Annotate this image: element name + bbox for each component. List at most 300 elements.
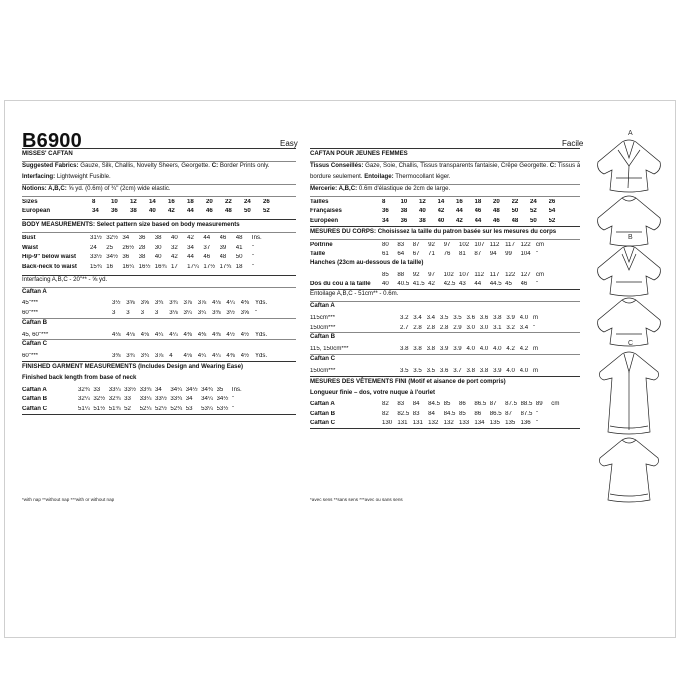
row-value: 102: [458, 241, 470, 248]
row-value: 3.9: [493, 367, 502, 374]
pattern-code: B6900: [22, 130, 82, 152]
row-value: 4.0: [466, 346, 475, 353]
row-value: 3.8: [466, 367, 475, 374]
row-value: 48: [493, 208, 500, 215]
row-value: 31½: [90, 234, 102, 241]
row-value: 3⅜: [212, 309, 221, 316]
row-value: 32: [170, 244, 178, 251]
table-row: [22, 252, 296, 262]
row-value: 2.8: [439, 324, 449, 331]
row-value: 28: [138, 244, 146, 251]
table-row: [22, 385, 296, 395]
row-label: 45, 60"***: [22, 331, 49, 338]
row-value: 53¼: [201, 405, 213, 412]
row-value: 16¼: [122, 263, 135, 270]
row-value: 36: [382, 208, 389, 215]
row-label: European: [22, 208, 51, 215]
row-label: 150cm***: [310, 367, 336, 374]
row-value: 2.9: [453, 324, 462, 331]
table-row: [22, 262, 296, 272]
row-value: 4⅜: [226, 353, 235, 360]
row-value: 83: [397, 401, 405, 408]
row-label: 150cm***: [310, 324, 336, 331]
row-value: 3.4: [426, 314, 436, 321]
row-value: 32½: [93, 396, 106, 403]
row-value: 15¾: [90, 263, 102, 270]
row-value: 38: [138, 254, 146, 261]
row-value: ": [535, 281, 539, 288]
table-row: [310, 280, 580, 290]
row-value: 52¾: [170, 405, 183, 412]
table-row: [22, 395, 296, 405]
row-value: 4½: [226, 331, 235, 338]
row-value: 18: [235, 263, 243, 270]
row-label: Dos du cou à la taille: [310, 281, 371, 288]
row-value: 50: [511, 208, 519, 215]
sketch-letter-a: A: [628, 130, 633, 137]
row-value: 83: [397, 241, 405, 248]
row-value: 3.8: [400, 346, 409, 353]
row-value: 36: [111, 208, 118, 215]
row-value: 3⅝: [140, 300, 150, 307]
row-value: 52: [124, 405, 131, 412]
row-value: Yds.: [254, 353, 268, 360]
row-value: 134: [474, 420, 485, 427]
row-value: 34: [92, 208, 99, 215]
row-value: 34¼: [170, 386, 183, 393]
row-value: 131: [412, 420, 423, 427]
row-value: 38: [130, 208, 137, 215]
row-label: Taille: [310, 251, 326, 258]
row-value: 3½: [226, 309, 235, 316]
fr-fabrics: Tissus Conseillés: Gaze, Soie, Challis, Tissus transparents fantaisie, Crêpe Georgette. C: Tissus à: [310, 162, 580, 169]
fr-hips-row: [310, 270, 580, 289]
row-value: 3.0: [466, 324, 475, 331]
row-value: 2.8: [426, 324, 436, 331]
row-value: 26: [548, 198, 556, 205]
caftan-c-front-icon: [600, 352, 659, 434]
row-label: Caftan C: [310, 420, 336, 427]
table-row: [310, 323, 580, 333]
row-value: 32¾: [78, 386, 90, 393]
fr-body-table: [310, 240, 580, 259]
row-value: 3.6: [466, 314, 475, 321]
row-value: 3⅞: [183, 300, 192, 307]
table-row: [22, 404, 296, 414]
row-value: 40: [382, 281, 389, 288]
sketch-letter-b: B: [628, 234, 633, 241]
row-value: 33½: [154, 396, 167, 403]
row-value: 20: [493, 198, 500, 205]
row-value: 117: [489, 271, 500, 278]
row-value: 52: [548, 217, 556, 224]
row-value: 33½: [124, 386, 137, 393]
row-label: Back-neck to waist: [22, 263, 77, 270]
row-value: 132: [443, 420, 454, 427]
caftan-a-front-icon: [598, 140, 661, 192]
row-label: Françaises: [310, 208, 342, 215]
row-value: 3.5: [453, 314, 462, 321]
row-value: 40: [419, 208, 426, 215]
row-value: m: [532, 346, 539, 353]
row-value: 40: [154, 254, 162, 261]
row-value: 87: [474, 251, 482, 258]
row-value: 12: [130, 198, 137, 205]
row-value: 3½: [112, 300, 121, 307]
row-value: 33¼: [108, 386, 121, 393]
row-value: 133: [458, 420, 470, 427]
row-value: 44: [187, 208, 194, 215]
row-value: ": [231, 396, 235, 403]
fr-finished-title: MESURES DES VÊTEMENTS FINI (Motif et aisance de port compris): [310, 377, 506, 385]
row-value: 3: [126, 309, 130, 316]
row-value: 3.8: [493, 314, 502, 321]
row-value: 25: [106, 244, 113, 251]
row-value: 4⅛: [126, 331, 135, 338]
row-value: 46: [206, 208, 213, 215]
row-value: 4¼: [226, 300, 235, 307]
row-value: 8: [92, 198, 96, 205]
row-value: 87.5: [520, 410, 533, 417]
row-value: 64: [397, 251, 405, 258]
row-value: Ins.: [251, 234, 262, 241]
row-label: Sizes: [22, 198, 38, 205]
row-value: 3¾: [126, 353, 135, 360]
caftan-group-title: Caftan C: [22, 340, 48, 348]
row-value: 92: [428, 241, 435, 248]
row-value: 122: [520, 241, 531, 248]
row-label: Poitrine: [310, 241, 333, 248]
caftan-group-title: Caftan B: [22, 318, 48, 326]
row-value: 82: [382, 401, 389, 408]
row-value: 3.9: [439, 346, 449, 353]
table-row: [310, 366, 580, 376]
row-value: 3.2: [506, 324, 515, 331]
row-value: 44: [474, 217, 482, 224]
row-value: 86.5: [474, 401, 487, 408]
row-value: 36: [400, 217, 408, 224]
row-value: 4⅛: [140, 331, 150, 338]
row-value: 53½: [216, 405, 229, 412]
row-value: 34: [382, 217, 389, 224]
table-row: [310, 400, 580, 410]
row-value: 52: [263, 208, 270, 215]
row-value: 50: [530, 217, 537, 224]
table-row: [310, 270, 580, 280]
row-value: 4⅛: [112, 331, 121, 338]
row-value: ": [254, 309, 258, 316]
row-value: 3⅛: [169, 309, 178, 316]
row-value: Ins.: [231, 386, 242, 393]
row-value: 112: [474, 271, 485, 278]
caftan-c-back-icon: [600, 438, 659, 502]
row-value: 8: [382, 198, 386, 205]
fr-title: CAFTAN POUR JEUNES FEMMES: [310, 150, 408, 157]
row-value: 34½: [106, 254, 119, 261]
row-value: 4.0: [506, 367, 515, 374]
row-value: 4⅜: [197, 331, 207, 338]
row-value: 82.5: [397, 410, 410, 417]
table-row: [22, 243, 296, 253]
row-label: Caftan A: [310, 401, 335, 408]
row-value: 4⅜: [183, 331, 192, 338]
row-value: 3.5: [413, 367, 422, 374]
row-value: 82: [382, 410, 389, 417]
table-row: [310, 249, 580, 259]
row-value: 3: [112, 309, 116, 316]
row-value: 44.5: [489, 281, 502, 288]
row-value: ": [231, 405, 235, 412]
row-value: cm: [535, 271, 545, 278]
row-value: 34: [187, 244, 194, 251]
row-value: 14: [149, 198, 156, 205]
row-value: 50: [244, 208, 251, 215]
row-value: 130: [382, 420, 393, 427]
en-body-table: [22, 233, 296, 271]
row-value: 99: [505, 251, 512, 258]
table-row: [310, 216, 580, 226]
caftan-group-title: Caftan B: [310, 333, 336, 341]
fr-body-title: MESURES DU CORPS: Choisissez la taille du patron basée sur les mesures du corps: [310, 227, 557, 235]
en-finished-table: [22, 385, 296, 414]
row-value: 42: [437, 208, 445, 215]
row-value: 10: [400, 198, 408, 205]
row-value: 51¼: [78, 405, 90, 412]
row-value: ": [251, 263, 255, 270]
fr-hips-label: Hanches (23cm au-dessous de la taille): [310, 258, 424, 266]
row-value: 34¾: [201, 386, 213, 393]
row-value: 3.9: [506, 314, 515, 321]
row-value: 83: [412, 410, 420, 417]
row-value: 36: [122, 254, 130, 261]
row-value: 17¼: [187, 263, 199, 270]
row-value: 33¼: [139, 396, 152, 403]
row-value: 42: [456, 217, 463, 224]
row-value: 3.8: [426, 346, 436, 353]
row-value: 40: [149, 208, 156, 215]
row-value: 3.5: [439, 314, 449, 321]
row-value: 34½: [216, 396, 229, 403]
row-value: 45: [505, 281, 512, 288]
sketch-letter-c: C: [628, 340, 634, 347]
row-value: 54: [548, 208, 556, 215]
row-label: Hip-9" below waist: [22, 254, 77, 261]
row-value: 48: [235, 234, 243, 241]
row-value: 4½: [240, 353, 250, 360]
row-value: 42.5: [443, 281, 456, 288]
row-value: 46: [219, 234, 227, 241]
table-row: [22, 197, 296, 207]
row-value: 71: [428, 251, 435, 258]
fr-finished-table: [310, 400, 580, 429]
table-row: [22, 207, 296, 217]
row-value: 16: [456, 198, 463, 205]
row-value: 26½: [122, 244, 135, 251]
row-value: 4⅛: [183, 353, 192, 360]
row-value: ": [535, 410, 539, 417]
difficulty-en: Easy: [280, 139, 298, 148]
row-value: 53: [185, 405, 193, 412]
en-footnote: *with nap **without nap ***with or without nap: [22, 497, 115, 502]
row-value: 85: [458, 410, 466, 417]
row-value: 38: [154, 234, 162, 241]
row-value: 3⅝: [240, 309, 250, 316]
row-value: 3⅞: [197, 300, 207, 307]
row-value: 4.0: [519, 367, 529, 374]
row-value: 3.2: [400, 314, 409, 321]
row-value: 4½: [240, 331, 250, 338]
table-row: [22, 330, 296, 340]
row-value: 14: [437, 198, 445, 205]
row-value: 107: [458, 271, 470, 278]
row-value: 3.4: [413, 314, 422, 321]
row-value: 61: [382, 251, 389, 258]
row-value: 18: [187, 198, 194, 205]
row-value: 42: [187, 234, 194, 241]
table-row: [22, 299, 296, 309]
caftan-b-front-icon: [598, 246, 661, 296]
row-label: Caftan B: [22, 396, 48, 403]
row-value: 16¾: [154, 263, 167, 270]
row-value: 4.2: [519, 346, 529, 353]
row-value: 17½: [203, 263, 216, 270]
fr-finished-sub: Longueur finie – dos, votre nuque à l'ourlet: [310, 388, 436, 396]
row-value: 3.6: [479, 314, 489, 321]
row-value: 3: [154, 309, 159, 316]
fr-fabrics-line2: bordure seulement. Entoilage: Thermocollant léger.: [310, 173, 451, 180]
row-value: 34½: [185, 386, 198, 393]
caftan-b-back-icon: [598, 298, 661, 346]
row-value: 4.0: [519, 314, 529, 321]
row-value: 33¾: [170, 396, 183, 403]
row-value: 3.5: [400, 367, 409, 374]
row-value: 107: [474, 241, 485, 248]
row-value: ": [535, 251, 539, 258]
row-value: 97: [428, 271, 435, 278]
row-value: 42: [168, 208, 175, 215]
row-value: 3.7: [453, 367, 462, 374]
table-row: [310, 344, 580, 354]
row-value: 22: [511, 198, 519, 205]
row-value: 37: [203, 244, 211, 251]
row-value: 3.6: [439, 367, 449, 374]
row-value: cm: [535, 241, 545, 248]
row-value: 38: [400, 208, 408, 215]
row-value: 86: [474, 410, 482, 417]
row-value: 67: [412, 251, 420, 258]
row-value: 122: [505, 271, 516, 278]
row-value: 3.8: [413, 346, 422, 353]
row-value: 85: [443, 401, 451, 408]
row-value: 44: [456, 208, 463, 215]
row-value: 35: [216, 386, 224, 393]
row-value: 42: [428, 281, 435, 288]
row-value: 32¼: [78, 396, 90, 403]
caftan-sketch-icons: [588, 128, 670, 506]
table-row: [22, 308, 296, 318]
row-value: ": [532, 324, 536, 331]
garment-sketches: [588, 128, 670, 506]
row-value: 17: [170, 263, 178, 270]
row-value: 34: [154, 386, 162, 393]
row-value: 3¾: [154, 300, 164, 307]
difficulty-fr: Facile: [562, 139, 584, 148]
row-value: 3: [140, 309, 144, 316]
row-value: 46: [203, 254, 211, 261]
row-value: m: [532, 314, 539, 321]
row-value: 3¾: [169, 300, 178, 307]
row-value: 40: [170, 234, 178, 241]
row-value: 17¾: [219, 263, 232, 270]
row-value: 3.0: [479, 324, 489, 331]
row-value: 40.5: [397, 281, 410, 288]
en-interfacing-title: Interfacing A,B,C - 20"** - ⅝ yd.: [22, 275, 108, 283]
row-value: 4¼: [169, 331, 178, 338]
row-value: 48: [511, 217, 519, 224]
row-value: 52½: [154, 405, 167, 412]
row-value: ": [251, 254, 255, 261]
row-value: 33: [124, 396, 131, 403]
row-value: 3.8: [479, 367, 489, 374]
row-value: 4⅛: [212, 300, 221, 307]
row-label: 45"***: [22, 300, 39, 307]
row-label: Waist: [22, 244, 39, 251]
row-value: 3¼: [183, 309, 192, 316]
row-value: 12: [419, 198, 426, 205]
row-value: 20: [206, 198, 213, 205]
row-value: 135: [505, 420, 516, 427]
row-value: 41: [235, 244, 243, 251]
row-value: 4.2: [506, 346, 515, 353]
row-value: 76: [443, 251, 451, 258]
row-value: 50: [235, 254, 243, 261]
row-value: 89: [535, 401, 543, 408]
row-value: 52¼: [139, 405, 152, 412]
row-value: 34: [185, 396, 193, 403]
row-value: 86.5: [489, 410, 502, 417]
row-value: 117: [505, 241, 515, 248]
row-value: 4⅜: [212, 331, 221, 338]
row-value: 26: [263, 198, 270, 205]
row-value: 33¾: [139, 386, 152, 393]
table-row: [310, 197, 580, 207]
row-value: 102: [443, 271, 454, 278]
row-value: 3¾: [140, 353, 150, 360]
row-value: 3⅞: [154, 353, 164, 360]
row-value: 46: [493, 217, 500, 224]
row-label: Tailles: [310, 198, 329, 205]
row-value: 40: [437, 217, 445, 224]
row-label: Bust: [22, 234, 36, 241]
row-value: 84: [412, 401, 420, 408]
row-value: 43: [458, 281, 466, 288]
row-value: 4.0: [493, 346, 502, 353]
row-value: 34¼: [201, 396, 213, 403]
en-finished-title: FINISHED GARMENT MEASUREMENTS (Includes Design and Wearing Ease): [22, 362, 243, 370]
row-value: 81: [458, 251, 466, 258]
row-value: 127: [520, 271, 531, 278]
table-row: [310, 207, 580, 217]
row-value: 46: [474, 208, 482, 215]
row-value: 112: [489, 241, 500, 248]
french-column: [310, 148, 580, 429]
table-row: [310, 419, 580, 429]
row-value: 3.4: [519, 324, 529, 331]
row-value: 22: [225, 198, 232, 205]
row-value: 33½: [90, 254, 102, 261]
table-row: [22, 351, 296, 361]
row-value: 97: [443, 241, 451, 248]
